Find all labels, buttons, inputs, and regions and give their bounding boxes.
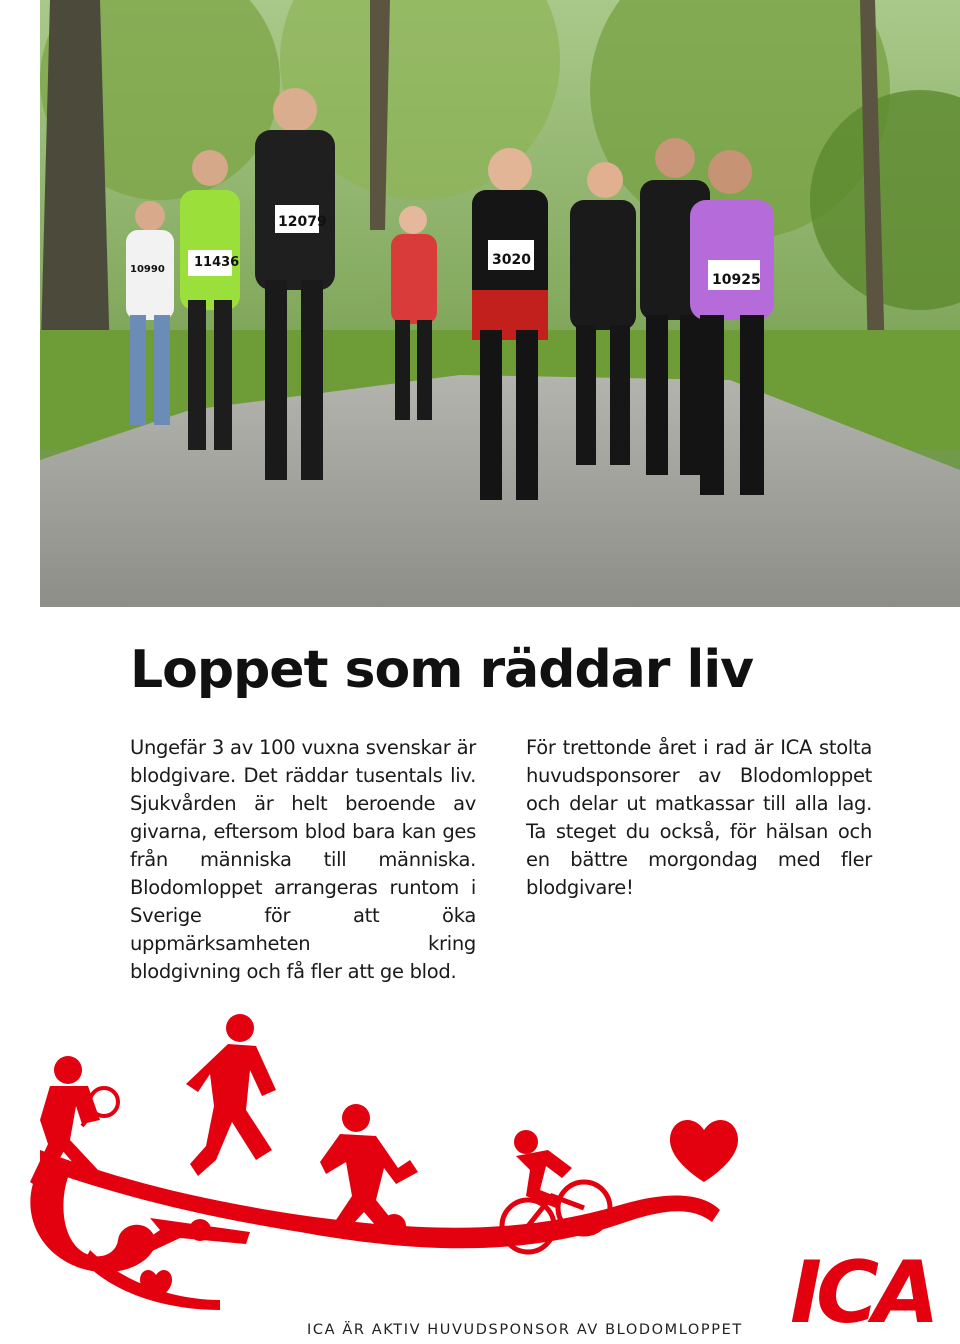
bib-3020: 3020 bbox=[492, 252, 531, 268]
page-title: Loppet som räddar liv bbox=[130, 640, 754, 700]
svg-text:ICA: ICA bbox=[790, 1243, 934, 1343]
heart-icon-large bbox=[670, 1120, 738, 1182]
swimmer-icon bbox=[140, 1218, 250, 1252]
body-column-left bbox=[130, 734, 476, 986]
runner-icon bbox=[186, 1014, 276, 1176]
bib-10990: 10990 bbox=[130, 264, 165, 275]
bib-12079: 12079 bbox=[278, 214, 327, 230]
bib-10925: 10925 bbox=[712, 272, 761, 288]
sports-ribbon-illustration bbox=[0, 1000, 960, 1344]
paragraph-right: För trettonde året i rad är ICA stolta huvudsponsorer av Blodomloppet och delar ut matkassar till alla lag. Ta steget du också, för hälsan och en bättre morgondag med fler blodgivare! bbox=[526, 736, 872, 899]
ica-logo bbox=[790, 1243, 934, 1343]
bib-11436: 11436 bbox=[194, 255, 240, 270]
footer-text: ICA ÄR AKTIV HUVUDSPONSOR AV BLODOMLOPPET bbox=[307, 1322, 743, 1338]
body-column-right bbox=[526, 734, 872, 902]
hero-photo-runners bbox=[40, 0, 960, 607]
paragraph-left: Ungefär 3 av 100 vuxna svenskar är blodgivare. Det räddar tusentals liv. Sjukvården är helt beroende av givarna, eftersom blod bara kan ges från människa till människa. Blodomloppet arrangeras runtom i Sverige för att öka uppmärksamheten kring blodgivning och få fler att ge blod. bbox=[130, 736, 476, 983]
